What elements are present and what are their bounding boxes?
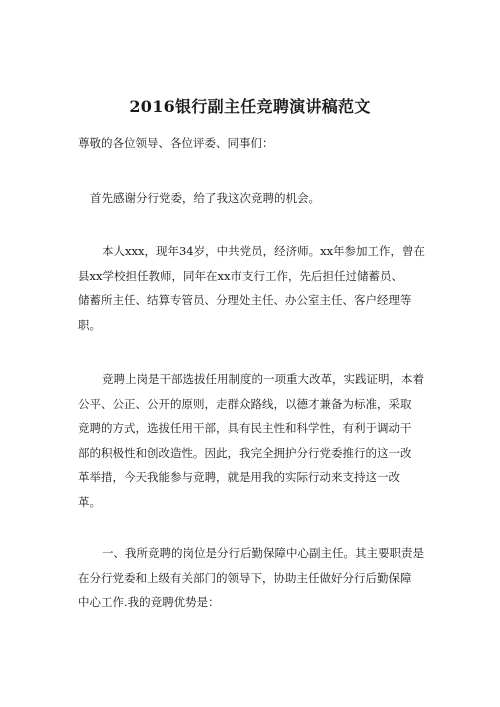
paragraph-line: 革举措，今天我能参与竞聘，就是用我的实际行动来支持这一改 [78,470,400,484]
paragraph-line: 一、我所竞聘的岗位是分行后勤保障中心副主任。其主要职责是 [102,546,424,560]
paragraph-3 [78,367,428,514]
paragraph-line: 竞聘上岗是干部选拔任用制度的一项重大改革，实践证明，本着 [102,372,424,386]
salutation-text: 尊敬的各位领导、各位评委、同事们： [78,136,274,150]
document-title: 2016银行副主任竞聘演讲稿范文 [129,97,371,116]
paragraph-line: 公平、公正、公开的原则，走群众路线，以德才兼备为标准，采取 [78,396,412,411]
paragraph-1 [90,186,420,211]
paragraph-2 [78,239,428,337]
paragraph-line: 首先感谢分行党委，给了我这次竞聘的机会。 [90,191,320,205]
salutation [78,131,428,156]
paragraph-line: 职。 [78,317,101,332]
paragraph-line: 本人xxx，现年34岁，中共党员，经济师。xx年参加工作，曾在 [102,244,426,258]
paragraph-line: 部的积极性和创改造性。因此，我完全拥护分行党委推行的这一改 [78,445,412,460]
paragraph-4 [78,541,428,615]
paragraph-line: 竞聘的方式，选拔任用干部，具有民主性和科学性，有利于调动干 [78,421,412,435]
paragraph-line: 储蓄所主任、结算专管员、分理处主任、办公室主任、客户经理等 [78,293,412,307]
paragraph-line: 在分行党委和上级有关部门的领导下，协助主任做好分行后勤保障 [78,570,412,585]
paragraph-line: 革。 [78,494,101,509]
paragraph-line: 中心工作.我的竞聘优势是： [78,595,220,609]
paragraph-line: 县xx学校担任教师，同年在xx市支行工作，先后担任过储蓄员、 [78,268,403,283]
